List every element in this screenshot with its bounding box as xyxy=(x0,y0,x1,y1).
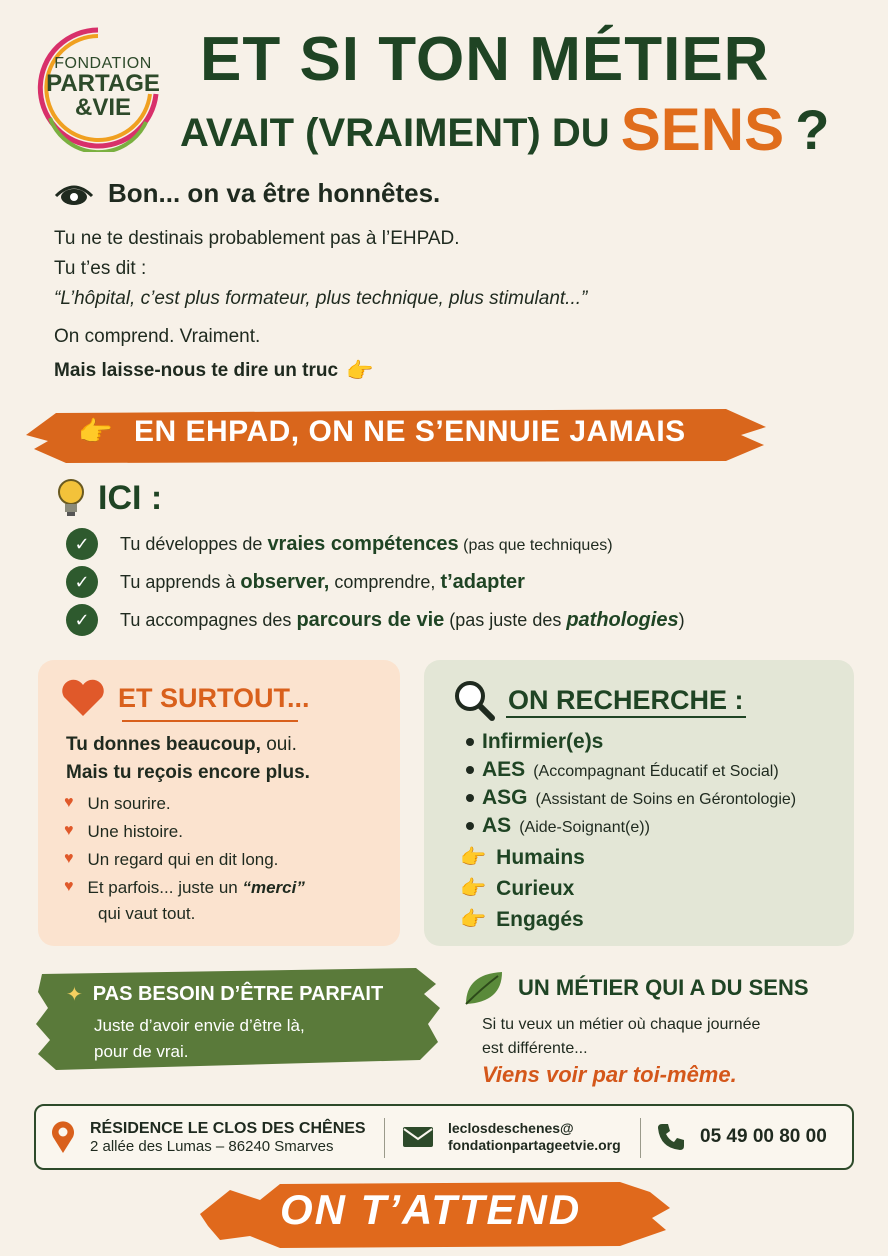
envelope-icon xyxy=(402,1126,434,1148)
recherche-heading-text: ON RECHERCHE : xyxy=(508,684,744,715)
job-desc-2: (Accompagnant Éducatif et Social) xyxy=(533,763,779,780)
surtout-line-2: Mais tu reçois encore plus. xyxy=(66,762,310,783)
title-highlight: SENS xyxy=(620,96,785,163)
title-prefix: AVAIT (VRAIMENT) DU xyxy=(180,111,610,155)
recherche-card xyxy=(424,660,854,946)
surtout-line-1-bold: Tu donnes beaucoup, xyxy=(66,734,261,755)
email-line-1: leclosdeschenes@ xyxy=(448,1119,574,1136)
contact-email[interactable] xyxy=(402,1106,621,1168)
fondation-logo xyxy=(28,22,160,152)
main-banner xyxy=(26,405,766,465)
small-heart-icon: ♥ xyxy=(64,794,74,811)
check-icon: ✓ xyxy=(66,604,98,636)
ici-item-1-pre: Tu développes de xyxy=(120,533,268,554)
intro-line-5 xyxy=(54,358,373,384)
surtout-item-4-quote: “merci” xyxy=(242,878,305,897)
surtout-item-2 xyxy=(64,822,183,842)
metier-line-2: est différente... xyxy=(482,1040,588,1057)
heart-icon xyxy=(60,678,106,718)
ici-item-3-text xyxy=(120,609,685,632)
surtout-heading-text: ET SURTOUT... xyxy=(118,682,310,713)
main-banner-text: EN EHPAD, ON NE S’ENNUIE JAMAIS xyxy=(134,415,686,448)
ici-item-3-post: ) xyxy=(678,609,685,630)
ici-heading-text: ICI : xyxy=(98,478,163,517)
parfait-heading-text: PAS BESOIN D’ÊTRE PARFAIT xyxy=(92,983,384,1005)
contact-phone-text[interactable]: 05 49 00 80 00 xyxy=(700,1126,827,1147)
metier-cta: Viens voir par toi-même. xyxy=(482,1062,737,1087)
surtout-item-2-text: Une histoire. xyxy=(87,822,183,841)
logo-line-3: &VIE xyxy=(74,94,131,121)
check-icon: ✓ xyxy=(66,528,98,560)
job-item-2 xyxy=(466,758,779,782)
sparkle-icon: ✦ xyxy=(66,984,83,1006)
quality-2: Curieux xyxy=(496,877,575,900)
contact-email-text[interactable] xyxy=(448,1120,621,1155)
ici-heading xyxy=(56,478,162,518)
title-question-mark: ? xyxy=(795,98,830,161)
intro-line-5-text: Mais laisse-nous te dire un truc xyxy=(54,360,339,381)
pointing-hand-icon: 👉 xyxy=(460,846,487,869)
small-heart-icon: ♥ xyxy=(64,850,74,867)
job-code-4: AS xyxy=(482,814,512,837)
ici-item-3-mid: (pas juste des xyxy=(444,609,567,630)
intro-line-2: Tu t’es dit : xyxy=(54,258,147,279)
surtout-item-4 xyxy=(64,878,305,898)
contact-bar xyxy=(34,1104,854,1170)
intro-quote: “L’hôpital, c’est plus formateur, plus technique, plus stimulant...” xyxy=(54,288,588,309)
bullet-dot xyxy=(466,822,474,830)
contact-phone[interactable] xyxy=(656,1106,827,1168)
intro-heading-text: Bon... on va être honnêtes. xyxy=(108,178,441,208)
quality-1: Humains xyxy=(496,846,585,869)
bottom-banner xyxy=(200,1178,670,1250)
ici-item-2-bold2: t’adapter xyxy=(440,570,525,593)
pointing-hand-icon: 👉 xyxy=(460,877,487,900)
job-code-2: AES xyxy=(482,758,526,781)
bullet-dot xyxy=(466,794,474,802)
surtout-line-1-rest: oui. xyxy=(260,734,297,755)
logo-wordmark xyxy=(38,56,168,120)
job-item-4 xyxy=(466,814,650,838)
job-item-3 xyxy=(466,786,796,810)
bullet-dot xyxy=(466,738,474,746)
metier-line-1: Si tu veux un métier où chaque journée xyxy=(482,1016,761,1033)
parfait-banner xyxy=(36,964,440,1074)
ici-item-2-mid: comprendre, xyxy=(329,571,441,592)
ici-item-3-bold: parcours de vie xyxy=(296,608,445,631)
lightbulb-icon xyxy=(56,478,86,518)
job-desc-3: (Assistant de Soins en Gérontologie) xyxy=(535,791,797,808)
job-desc-4: (Aide-Soignant(e)) xyxy=(519,819,650,836)
contact-address-text: 2 allée des Lumas – 86240 Smarves xyxy=(90,1137,334,1155)
intro-heading xyxy=(54,178,440,209)
job-code-1: Infirmier(e)s xyxy=(482,730,604,753)
surtout-card xyxy=(38,660,400,946)
surtout-item-4-text xyxy=(88,878,305,898)
logo-line-1: FONDATION xyxy=(54,55,152,72)
parfait-heading xyxy=(66,982,383,1007)
surtout-item-4-pre: Et parfois... juste un xyxy=(87,878,243,897)
pointing-hand-icon: 👉 xyxy=(78,416,113,447)
eye-icon xyxy=(54,182,94,206)
page-title-line-1: ET SI TON MÉTIER xyxy=(200,25,770,94)
pointing-hand-icon: 👉 xyxy=(460,908,487,931)
surtout-underline xyxy=(122,720,298,722)
ici-item-2-text xyxy=(120,571,525,594)
check-icon: ✓ xyxy=(66,566,98,598)
ici-item-1 xyxy=(66,528,613,560)
surtout-item-1 xyxy=(64,794,171,814)
surtout-heading xyxy=(60,678,310,718)
logo-line-2: PARTAGE xyxy=(46,70,160,97)
surtout-item-3 xyxy=(64,850,278,870)
parfait-line-2: pour de vrai. xyxy=(94,1042,189,1061)
parfait-line-1: Juste d’avoir envie d’être là, xyxy=(94,1016,305,1035)
quality-item-2 xyxy=(460,877,574,901)
small-heart-icon: ♥ xyxy=(64,878,74,895)
metier-heading xyxy=(462,968,809,1008)
quality-item-1 xyxy=(460,846,585,870)
ici-item-2-pre: Tu apprends à xyxy=(120,571,241,592)
bullet-dot xyxy=(466,766,474,774)
quality-3: Engagés xyxy=(496,908,584,931)
ici-item-2 xyxy=(66,566,525,598)
location-pin-icon xyxy=(50,1119,76,1155)
magnifier-icon xyxy=(452,678,496,722)
small-heart-icon: ♥ xyxy=(64,822,74,839)
email-line-2: fondationpartageetvie.org xyxy=(448,1137,621,1153)
leaf-icon xyxy=(462,968,506,1008)
ici-item-2-bold: observer, xyxy=(240,570,330,593)
ici-item-1-bold: vraies compétences xyxy=(267,532,459,555)
contact-name: RÉSIDENCE LE CLOS DES CHÊNES xyxy=(90,1119,366,1137)
ici-item-3-bold2: pathologies xyxy=(566,608,679,631)
intro-line-4: On comprend. Vraiment. xyxy=(54,326,261,347)
recherche-underline xyxy=(506,716,746,718)
job-item-1 xyxy=(466,730,603,754)
page-title-line-2 xyxy=(180,95,829,164)
job-code-3: ASG xyxy=(482,786,528,809)
ici-item-3-pre: Tu accompagnes des xyxy=(120,609,297,630)
quality-item-3 xyxy=(460,908,584,932)
ici-item-1-post: (pas que techniques) xyxy=(458,536,613,554)
bottom-banner-text: ON T’ATTEND xyxy=(280,1186,582,1233)
contact-divider xyxy=(640,1118,641,1158)
ici-item-3 xyxy=(66,604,685,636)
metier-heading-text: UN MÉTIER QUI A DU SENS xyxy=(518,975,809,1000)
surtout-item-1-text: Un sourire. xyxy=(87,794,171,813)
surtout-line-1 xyxy=(66,734,297,756)
surtout-item-3-text: Un regard qui en dit long. xyxy=(87,850,279,869)
surtout-item-4-line-2: qui vaut tout. xyxy=(98,904,196,923)
contact-divider xyxy=(384,1118,385,1158)
pointing-hand-icon: 👉 xyxy=(346,358,374,383)
ici-item-1-text xyxy=(120,533,613,556)
contact-address xyxy=(50,1106,366,1168)
phone-icon xyxy=(656,1122,686,1152)
intro-line-1: Tu ne te destinais probablement pas à l’EHPAD. xyxy=(54,228,460,249)
